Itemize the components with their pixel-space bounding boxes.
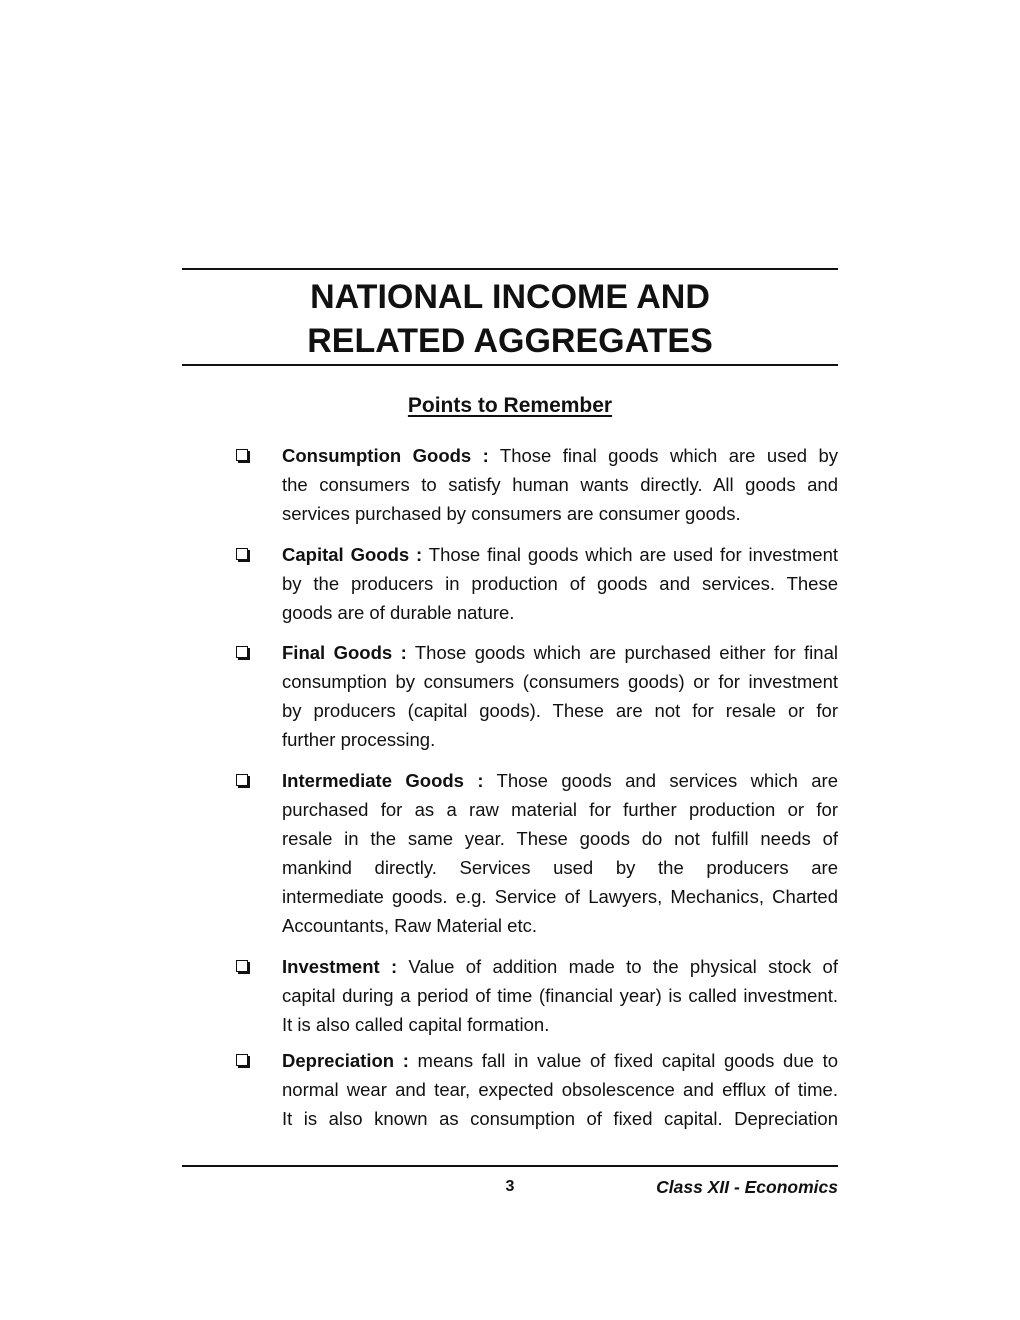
item-term: Consumption Goods : xyxy=(282,445,489,466)
item-line: resale in the same year. These goods do not fulfill needs of xyxy=(282,828,838,849)
checkbox-bullet-icon xyxy=(236,960,248,972)
item-line: capital during a period of time (financial year) is called investment. xyxy=(282,985,838,1006)
page-number: 3 xyxy=(505,1178,515,1195)
item-line: goods are of durable nature. xyxy=(282,602,515,623)
section-heading xyxy=(182,394,838,418)
item-line: further processing. xyxy=(282,729,436,750)
footer-book-title: Class XII - Economics xyxy=(656,1177,838,1197)
checkbox-bullet-icon xyxy=(236,1054,248,1066)
item-line: intermediate goods. e.g. Service of Lawyers, Mechanics, Charted xyxy=(282,886,838,907)
title-top-rule xyxy=(182,268,838,270)
item-line xyxy=(282,1046,838,1075)
item-line xyxy=(282,540,838,569)
item-term: Capital Goods : xyxy=(282,544,423,565)
item-line: by the producers in production of goods and services. These xyxy=(282,573,838,594)
item-line xyxy=(282,766,838,795)
checkbox-bullet-icon xyxy=(236,548,248,560)
item-text: Those final goods which are used by xyxy=(488,445,838,466)
chapter-title-line: NATIONAL INCOME AND xyxy=(310,278,710,316)
item-text: Value of addition made to the physical stock of xyxy=(397,956,838,977)
list-item-intermediate-goods xyxy=(282,766,838,940)
item-term: Depreciation : xyxy=(282,1050,409,1071)
item-line: services purchased by consumers are consumer goods. xyxy=(282,503,741,524)
list-item-consumption-goods xyxy=(282,441,838,528)
footer-rule xyxy=(182,1165,838,1167)
list-item-depreciation xyxy=(282,1046,838,1133)
item-line: consumption by consumers (consumers goods) or for investment xyxy=(282,671,838,692)
item-term: Investment : xyxy=(282,956,398,977)
item-term: Final Goods : xyxy=(282,642,407,663)
item-text: Those final goods which are used for investment xyxy=(422,544,838,565)
list-item-investment xyxy=(282,952,838,1039)
item-line: normal wear and tear, expected obsolescence and efflux of time. xyxy=(282,1079,838,1100)
checkbox-bullet-icon xyxy=(236,646,248,658)
section-heading-text: Points to Remember xyxy=(407,394,613,417)
item-text: Those goods which are purchased either for final xyxy=(406,642,838,663)
item-text: means fall in value of fixed capital goods due to xyxy=(408,1050,839,1071)
item-line xyxy=(282,952,838,981)
list-item-capital-goods xyxy=(282,540,838,627)
item-line: Accountants, Raw Material etc. xyxy=(282,915,537,936)
title-bottom-rule xyxy=(182,364,838,366)
item-line: purchased for as a raw material for further production or for xyxy=(282,799,838,820)
list-item-final-goods xyxy=(282,638,838,754)
chapter-title-line: RELATED AGGREGATES xyxy=(307,322,713,360)
item-line: It is also called capital formation. xyxy=(282,1014,550,1035)
item-line: mankind directly. Services used by the producers are xyxy=(282,857,838,878)
item-text: Those goods and services which are xyxy=(483,770,838,791)
checkbox-bullet-icon xyxy=(236,774,248,786)
checkbox-bullet-icon xyxy=(236,449,248,461)
item-term: Intermediate Goods : xyxy=(282,770,484,791)
chapter-title xyxy=(182,275,838,363)
item-line xyxy=(282,638,838,667)
item-line: It is also known as consumption of fixed capital. Depreciation xyxy=(282,1108,838,1129)
item-line: the consumers to satisfy human wants directly. All goods and xyxy=(282,474,838,495)
item-line xyxy=(282,441,838,470)
item-line: by producers (capital goods). These are not for resale or for xyxy=(282,700,838,721)
